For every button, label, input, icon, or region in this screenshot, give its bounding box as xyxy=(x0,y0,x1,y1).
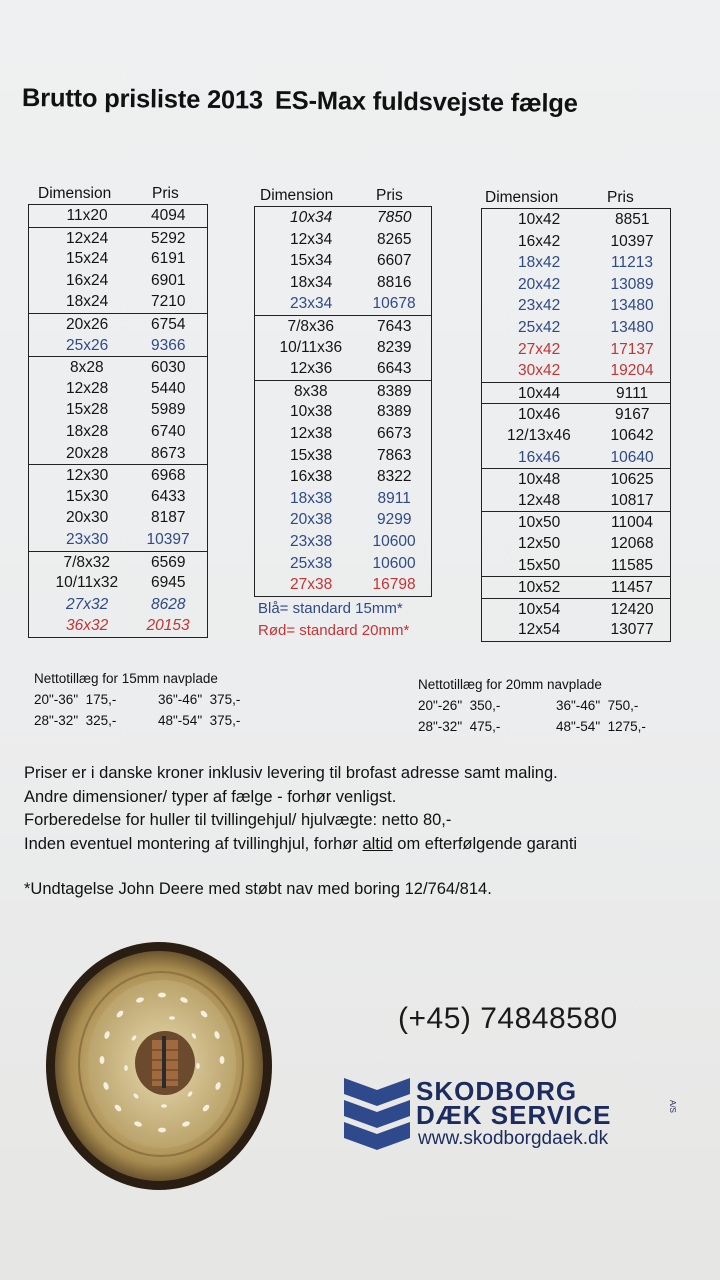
note-line: Priser er i danske kroner inklusiv levering til brofast adresse samt maling. xyxy=(24,764,558,782)
price-cell: 9366 xyxy=(151,336,186,354)
table-row xyxy=(29,464,207,486)
dimension-cell: 16x46 xyxy=(518,448,561,466)
price-cell: 10397 xyxy=(610,232,654,250)
dimension-cell: 20x30 xyxy=(66,509,109,527)
table-row xyxy=(29,313,207,335)
company-logo xyxy=(342,1070,677,1160)
nettotillaeg-15mm xyxy=(34,668,240,731)
price-notes xyxy=(24,762,577,856)
dimension-cell: 7/8x32 xyxy=(63,553,111,571)
table-row xyxy=(29,356,207,378)
price-cell: 10397 xyxy=(146,530,190,548)
table-row xyxy=(29,507,207,529)
dimension-cell: 12x54 xyxy=(518,621,561,639)
table-row xyxy=(255,466,431,488)
table-row xyxy=(482,339,670,361)
dimension-cell: 10x48 xyxy=(518,471,561,489)
table-row xyxy=(255,553,431,575)
table-row xyxy=(482,619,670,641)
legend-red-text: Rød= standard 20mm* xyxy=(258,622,410,639)
dimension-cell: 18x38 xyxy=(290,489,333,507)
dimension-cell: 25x42 xyxy=(518,318,561,336)
company-name-line1: SKODBORG xyxy=(416,1076,578,1106)
nettotillaeg-heading: Nettotillæg for 15mm navplade xyxy=(34,671,218,686)
price-cell: 6754 xyxy=(151,315,186,333)
post xyxy=(162,1036,166,1088)
table-row xyxy=(482,598,670,620)
price-cell: 13480 xyxy=(610,297,654,315)
table-row xyxy=(29,572,207,594)
dimension-cell: 11x20 xyxy=(66,207,108,224)
note-line xyxy=(24,833,577,857)
nettotillaeg-row xyxy=(418,695,646,716)
nettotillaeg-20mm xyxy=(418,674,646,737)
table-row xyxy=(255,423,431,445)
table-row xyxy=(29,486,207,508)
price-cell: 10640 xyxy=(610,448,654,466)
price-cell: 8239 xyxy=(377,338,412,356)
dimension-cell: 12x50 xyxy=(518,534,561,552)
table-row xyxy=(29,551,207,573)
dimension-cell: 15x50 xyxy=(518,556,561,574)
price-cell: 12068 xyxy=(610,534,654,552)
price-cell: 11585 xyxy=(611,556,653,574)
note-line: Forberedelse for huller til tvillingehjul/ hjulvægte: netto 80,- xyxy=(24,811,452,829)
price-cell: 6673 xyxy=(377,424,412,442)
price-header: Pris xyxy=(607,189,634,206)
table-row xyxy=(255,229,431,251)
table-row xyxy=(29,594,207,616)
title-product: ES-Max fuldsvejste fælge xyxy=(274,86,578,118)
price-cell: 6030 xyxy=(151,359,186,377)
table-row xyxy=(29,291,207,313)
company-suffix: A/S xyxy=(668,1100,677,1113)
price-cell: 10642 xyxy=(610,426,654,444)
table-row xyxy=(482,360,670,382)
table-row xyxy=(255,337,431,359)
price-cell: 9167 xyxy=(615,406,650,424)
dimension-cell: 20x42 xyxy=(518,275,561,293)
price-cell: 8911 xyxy=(377,489,411,507)
dimension-cell: 18x24 xyxy=(66,293,109,311)
price-table-box xyxy=(254,206,432,597)
table-row xyxy=(29,529,207,551)
dimension-cell: 18x42 xyxy=(518,254,561,272)
table-row xyxy=(255,315,431,337)
price-cell: 7643 xyxy=(377,317,412,335)
price-cell: 10600 xyxy=(372,554,416,572)
dimension-header: Dimension xyxy=(38,185,112,202)
note-text: Inden eventuel montering af tvillinghjul, forhør xyxy=(24,834,363,853)
table-row xyxy=(482,511,670,533)
dimension-cell: 12x30 xyxy=(66,467,109,485)
dimension-cell: 16x24 xyxy=(66,271,109,289)
table-row xyxy=(482,533,670,555)
nettotillaeg-cell: 20"-26" 350,- xyxy=(418,698,501,713)
dimension-cell: 12x36 xyxy=(290,360,333,378)
dimension-cell: 12x28 xyxy=(66,379,109,397)
dimension-cell: 12x24 xyxy=(66,229,109,247)
dimension-cell: 12x48 xyxy=(518,491,561,509)
note-text: om efterfølgende garanti xyxy=(392,834,578,853)
dimension-cell: 27x32 xyxy=(66,595,109,613)
nettotillaeg-heading: Nettotillæg for 20mm navplade xyxy=(418,677,602,692)
table-row xyxy=(482,231,670,253)
dimension-cell: 10x34 xyxy=(290,209,333,226)
nettotillaeg-cell: 28"-32" 475,- xyxy=(418,719,501,734)
dimension-cell: 18x28 xyxy=(66,422,109,440)
table-row xyxy=(29,378,207,400)
price-cell: 11004 xyxy=(611,514,653,532)
dimension-cell: 23x38 xyxy=(290,532,333,550)
dimension-header: Dimension xyxy=(260,187,334,204)
table-row xyxy=(482,252,670,274)
nettotillaeg-cell: 28"-32" 325,- xyxy=(34,713,117,728)
price-cell: 20153 xyxy=(146,617,190,635)
price-cell: 8265 xyxy=(377,230,412,248)
price-cell: 8628 xyxy=(151,595,186,613)
table-row xyxy=(29,205,207,227)
table-row xyxy=(482,403,670,425)
dimension-cell: 16x42 xyxy=(518,232,561,250)
dimension-cell: 20x38 xyxy=(290,511,333,529)
wheel-rim-image xyxy=(44,940,274,1192)
dimension-cell: 25x26 xyxy=(66,336,109,354)
table-row xyxy=(255,380,431,402)
price-cell: 8187 xyxy=(151,509,186,527)
table-row xyxy=(29,270,207,292)
dimension-cell: 23x34 xyxy=(290,295,333,313)
legend-blue-text: Blå= standard 15mm* xyxy=(258,600,403,617)
price-cell: 5292 xyxy=(151,229,186,247)
table-row xyxy=(29,399,207,421)
title-main: Brutto prisliste 2013 xyxy=(21,84,264,115)
nettotillaeg-cell: 20"-36" 175,- xyxy=(34,692,117,707)
price-cell: 10817 xyxy=(610,491,654,509)
price-cell: 6191 xyxy=(151,250,186,268)
dimension-cell: 10x42 xyxy=(518,211,561,228)
price-cell: 6945 xyxy=(151,574,186,592)
price-cell: 7850 xyxy=(377,209,412,226)
table-row xyxy=(482,274,670,296)
dimension-cell: 15x30 xyxy=(66,487,109,505)
dimension-cell: 10x50 xyxy=(518,514,561,532)
dimension-cell: 8x28 xyxy=(70,359,104,377)
price-cell: 6740 xyxy=(151,422,186,440)
dimension-cell: 27x38 xyxy=(290,576,333,594)
exception-note: *Undtagelse John Deere med støbt nav med boring 12/764/814. xyxy=(24,880,492,898)
table-row xyxy=(482,555,670,577)
price-cell: 9299 xyxy=(377,511,412,529)
price-cell: 8389 xyxy=(377,403,412,421)
dimension-cell: 23x30 xyxy=(66,530,109,548)
price-cell: 13077 xyxy=(610,621,654,639)
dimension-cell: 30x42 xyxy=(518,362,561,380)
price-cell: 8389 xyxy=(377,382,412,400)
dimension-cell: 10x38 xyxy=(290,403,333,421)
table-row xyxy=(482,490,670,512)
price-header: Pris xyxy=(376,187,403,204)
page-title xyxy=(22,84,702,120)
dimension-cell: 15x38 xyxy=(290,446,333,464)
table-row xyxy=(255,401,431,423)
dimension-cell: 7/8x36 xyxy=(287,317,335,335)
dimension-cell: 10/11x36 xyxy=(279,338,343,356)
dimension-cell: 10/11x32 xyxy=(55,574,119,592)
table-row xyxy=(482,468,670,490)
dimension-cell: 20x28 xyxy=(66,444,109,462)
nettotillaeg-cell: 36"-46" 375,- xyxy=(158,692,241,707)
table-row xyxy=(482,425,670,447)
dimension-cell: 16x38 xyxy=(290,468,333,486)
dimension-cell: 27x42 xyxy=(518,340,561,358)
price-table-box xyxy=(28,204,208,638)
nettotillaeg-row xyxy=(34,689,240,710)
chevron-logo-icon xyxy=(342,1070,412,1154)
price-cell: 13480 xyxy=(610,318,654,336)
legend-red xyxy=(258,622,409,639)
table-row xyxy=(255,272,431,294)
price-cell: 6643 xyxy=(377,360,412,378)
dimension-cell: 8x38 xyxy=(294,382,328,400)
price-cell: 13089 xyxy=(610,275,654,293)
company-website[interactable]: www.skodborgdaek.dk xyxy=(418,1128,609,1149)
dimension-cell: 23x42 xyxy=(518,297,561,315)
dimension-cell: 36x32 xyxy=(66,617,109,635)
price-cell: 10678 xyxy=(372,295,416,313)
dimension-cell: 25x38 xyxy=(290,554,333,572)
table-row xyxy=(482,317,670,339)
price-cell: 12420 xyxy=(610,600,654,618)
dimension-cell: 20x26 xyxy=(66,315,109,333)
table-row xyxy=(29,248,207,270)
table-row xyxy=(255,488,431,510)
price-cell: 17137 xyxy=(610,340,654,358)
table-row xyxy=(482,576,670,598)
price-cell: 8673 xyxy=(151,444,186,462)
price-cell: 8322 xyxy=(377,468,412,486)
price-header: Pris xyxy=(152,185,179,202)
dimension-cell: 18x34 xyxy=(290,273,333,291)
price-cell: 10625 xyxy=(610,471,654,489)
price-cell: 6433 xyxy=(151,487,186,505)
table-row xyxy=(29,421,207,443)
nettotillaeg-row xyxy=(34,710,240,731)
company-name-line2: DÆK SERVICE xyxy=(416,1100,612,1130)
dimension-header: Dimension xyxy=(485,189,559,206)
dimension-cell: 12x38 xyxy=(290,424,333,442)
price-cell: 8851 xyxy=(615,211,650,228)
dimension-cell: 12/13x46 xyxy=(507,426,571,444)
table-row xyxy=(255,358,431,380)
price-cell: 19204 xyxy=(610,362,654,380)
table-row xyxy=(482,382,670,404)
price-cell: 7210 xyxy=(151,293,186,311)
dimension-cell: 12x34 xyxy=(290,230,333,248)
price-cell: 5440 xyxy=(151,379,186,397)
dimension-cell: 10x46 xyxy=(518,406,561,424)
price-table-box xyxy=(481,208,671,642)
note-line: Andre dimensioner/ typer af fælge - forhør venligst. xyxy=(24,787,397,806)
table-row xyxy=(255,509,431,531)
table-row xyxy=(482,295,670,317)
nettotillaeg-cell: 48"-54" 375,- xyxy=(158,713,241,728)
price-cell: 9111 xyxy=(616,384,649,402)
dimension-cell: 10x54 xyxy=(518,600,561,618)
table-row xyxy=(29,615,207,637)
table-row xyxy=(29,227,207,249)
price-cell: 4094 xyxy=(151,207,186,224)
price-cell: 6901 xyxy=(151,271,186,289)
table-row xyxy=(255,250,431,272)
table-row xyxy=(255,445,431,467)
table-row xyxy=(255,574,431,596)
phone-number: (+45) 74848580 xyxy=(398,1002,618,1035)
dimension-cell: 10x44 xyxy=(518,384,561,402)
legend-blue xyxy=(258,600,403,617)
table-row xyxy=(29,335,207,357)
price-cell: 6569 xyxy=(151,553,186,571)
table-row xyxy=(255,531,431,553)
price-cell: 11457 xyxy=(611,579,653,597)
note-emphasis: altid xyxy=(362,834,393,853)
price-cell: 6607 xyxy=(377,252,412,270)
price-cell: 6968 xyxy=(151,467,186,485)
nettotillaeg-row xyxy=(418,716,646,737)
nettotillaeg-cell: 48"-54" 1275,- xyxy=(556,719,646,734)
dimension-cell: 15x24 xyxy=(66,250,109,268)
table-row xyxy=(29,443,207,465)
price-cell: 5989 xyxy=(151,401,186,419)
price-cell: 7863 xyxy=(377,446,412,464)
table-row xyxy=(255,207,431,229)
table-row xyxy=(255,293,431,315)
price-cell: 10600 xyxy=(372,532,416,550)
dimension-cell: 15x34 xyxy=(290,252,333,270)
table-row xyxy=(482,209,670,231)
price-cell: 8816 xyxy=(377,273,412,291)
table-row xyxy=(482,447,670,469)
dimension-cell: 10x52 xyxy=(518,579,561,597)
nettotillaeg-cell: 36"-46" 750,- xyxy=(556,698,639,713)
price-cell: 11213 xyxy=(611,254,653,272)
dimension-cell: 15x28 xyxy=(66,401,109,419)
price-cell: 16798 xyxy=(372,576,416,594)
